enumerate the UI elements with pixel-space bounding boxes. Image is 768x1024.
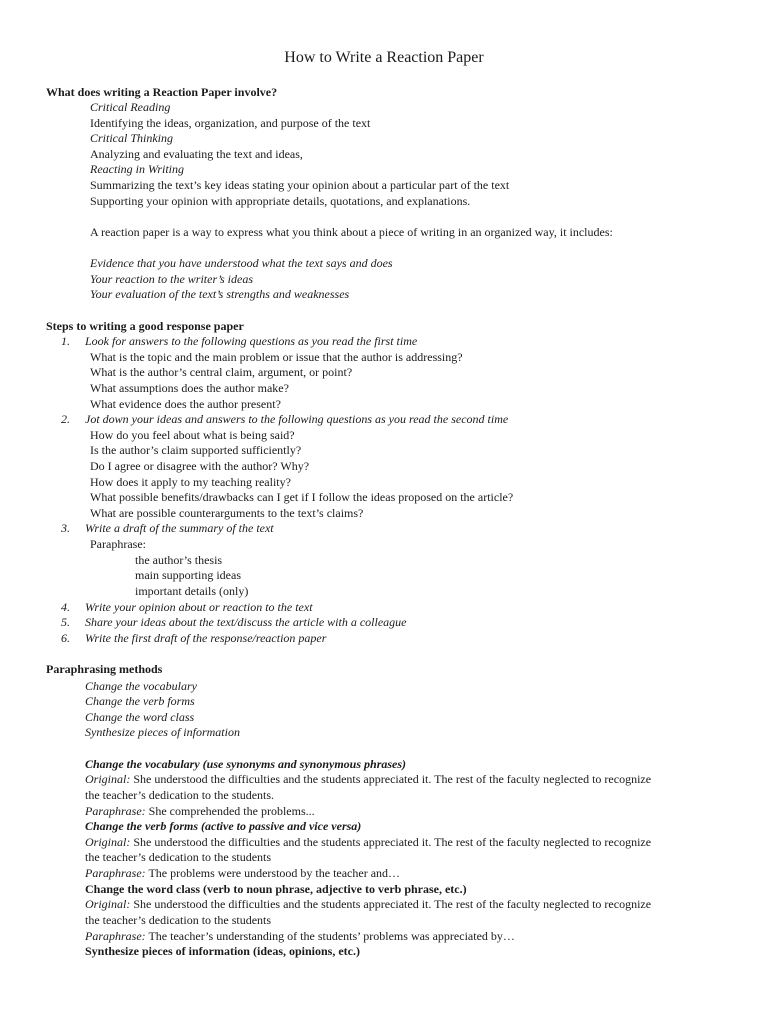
text-line: Analyzing and evaluating the text and ideas, xyxy=(90,147,303,161)
question-item: How does it apply to my teaching reality? xyxy=(90,475,291,489)
paraphrase-label: Paraphrase: xyxy=(85,804,146,818)
original-text: She understood the difficulties and the students appreciated it. The rest of the faculty neglected to recognize xyxy=(130,897,652,911)
list-item: the author’s thesis xyxy=(135,553,223,567)
question-item: How do you feel about what is being said? xyxy=(90,428,295,442)
text-line: Identifying the ideas, organization, and purpose of the text xyxy=(90,116,371,130)
original-continued: the teacher’s dedication to the students xyxy=(85,850,272,864)
original-continued: the teacher’s dedication to the students xyxy=(85,913,272,927)
original-text: She understood the difficulties and the students appreciated it. The rest of the faculty neglected to recognize xyxy=(130,835,652,849)
step-3: Write a draft of the summary of the text xyxy=(85,521,274,535)
original-continued: the teacher’s dedication to the students. xyxy=(85,788,275,802)
paraphrase-label: Paraphrase: xyxy=(85,866,146,880)
step-number: 2. xyxy=(61,412,70,426)
paraphrase-example xyxy=(85,866,400,881)
question-item: What possible benefits/drawbacks can I get if I follow the ideas proposed on the article? xyxy=(90,490,514,504)
section-heading-paraphrasing: Paraphrasing methods xyxy=(46,662,163,676)
question-item: What is the topic and the main problem or issue that the author is addressing? xyxy=(90,350,463,364)
page-title: How to Write a Reaction Paper xyxy=(284,49,484,66)
list-item: main supporting ideas xyxy=(135,568,241,582)
step-6: Write the first draft of the response/reaction paper xyxy=(85,631,327,645)
paraphrase-text: She comprehended the problems... xyxy=(145,804,315,818)
original-label: Original: xyxy=(85,772,131,786)
question-item: What evidence does the author present? xyxy=(90,397,281,411)
method-heading-vocabulary: Change the vocabulary (use synonyms and synonymous phrases) xyxy=(85,757,407,771)
list-item: Your reaction to the writer’s ideas xyxy=(90,272,254,286)
text-line: A reaction paper is a way to express what you think about a piece of writing in an organized way, it includes: xyxy=(90,225,613,239)
step-number: 6. xyxy=(61,631,70,645)
question-item: Do I agree or disagree with the author? Why? xyxy=(90,459,310,473)
original-example xyxy=(85,897,651,912)
subheading-critical-thinking: Critical Thinking xyxy=(90,131,174,145)
question-item: What assumptions does the author make? xyxy=(90,381,289,395)
text-line: Supporting your opinion with appropriate details, quotations, and explanations. xyxy=(90,194,471,208)
method-heading-synthesize: Synthesize pieces of information (ideas, opinions, etc.) xyxy=(85,944,360,958)
list-item: Evidence that you have understood what the text says and does xyxy=(90,256,393,270)
question-item: What are possible counterarguments to the text’s claims? xyxy=(90,506,364,520)
original-text: She understood the difficulties and the students appreciated it. The rest of the faculty neglected to recognize xyxy=(130,772,652,786)
question-item: Is the author’s claim supported sufficiently? xyxy=(90,443,302,457)
original-label: Original: xyxy=(85,835,131,849)
subheading-reacting-in-writing: Reacting in Writing xyxy=(90,162,184,176)
paraphrase-example xyxy=(85,804,315,819)
original-example xyxy=(85,835,651,850)
step-4: Write your opinion about or reaction to the text xyxy=(85,600,313,614)
paraphrase-label: Paraphrase: xyxy=(85,929,146,943)
original-example xyxy=(85,772,651,787)
text-line: Summarizing the text’s key ideas stating your opinion about a particular part of the text xyxy=(90,178,510,192)
section-heading-steps: Steps to writing a good response paper xyxy=(46,319,244,333)
method-item: Change the verb forms xyxy=(85,694,195,708)
paraphrase-example xyxy=(85,929,515,944)
method-heading-word-class: Change the word class (verb to noun phrase, adjective to verb phrase, etc.) xyxy=(85,882,467,896)
step-number: 3. xyxy=(61,521,70,535)
method-heading-verb-forms: Change the verb forms (active to passive and vice versa) xyxy=(85,819,362,833)
step-number: 5. xyxy=(61,615,70,629)
original-label: Original: xyxy=(85,897,131,911)
paraphrase-text: The teacher’s understanding of the students’ problems was appreciated by… xyxy=(145,929,515,943)
method-item: Synthesize pieces of information xyxy=(85,725,240,739)
step-number: 1. xyxy=(61,334,70,348)
question-item: What is the author’s central claim, argument, or point? xyxy=(90,365,353,379)
step-2: Jot down your ideas and answers to the following questions as you read the second time xyxy=(85,412,509,426)
section-heading-involve: What does writing a Reaction Paper involve? xyxy=(46,85,278,99)
method-item: Change the word class xyxy=(85,710,195,724)
step-number: 4. xyxy=(61,600,70,614)
step-5: Share your ideas about the text/discuss the article with a colleague xyxy=(85,615,407,629)
list-item: Your evaluation of the text’s strengths and weaknesses xyxy=(90,287,350,301)
subheading-critical-reading: Critical Reading xyxy=(90,100,171,114)
list-item: important details (only) xyxy=(135,584,249,598)
text-line: Paraphrase: xyxy=(90,537,146,551)
method-item: Change the vocabulary xyxy=(85,679,197,693)
paraphrase-text: The problems were understood by the teacher and… xyxy=(145,866,401,880)
step-1: Look for answers to the following questions as you read the first time xyxy=(85,334,418,348)
